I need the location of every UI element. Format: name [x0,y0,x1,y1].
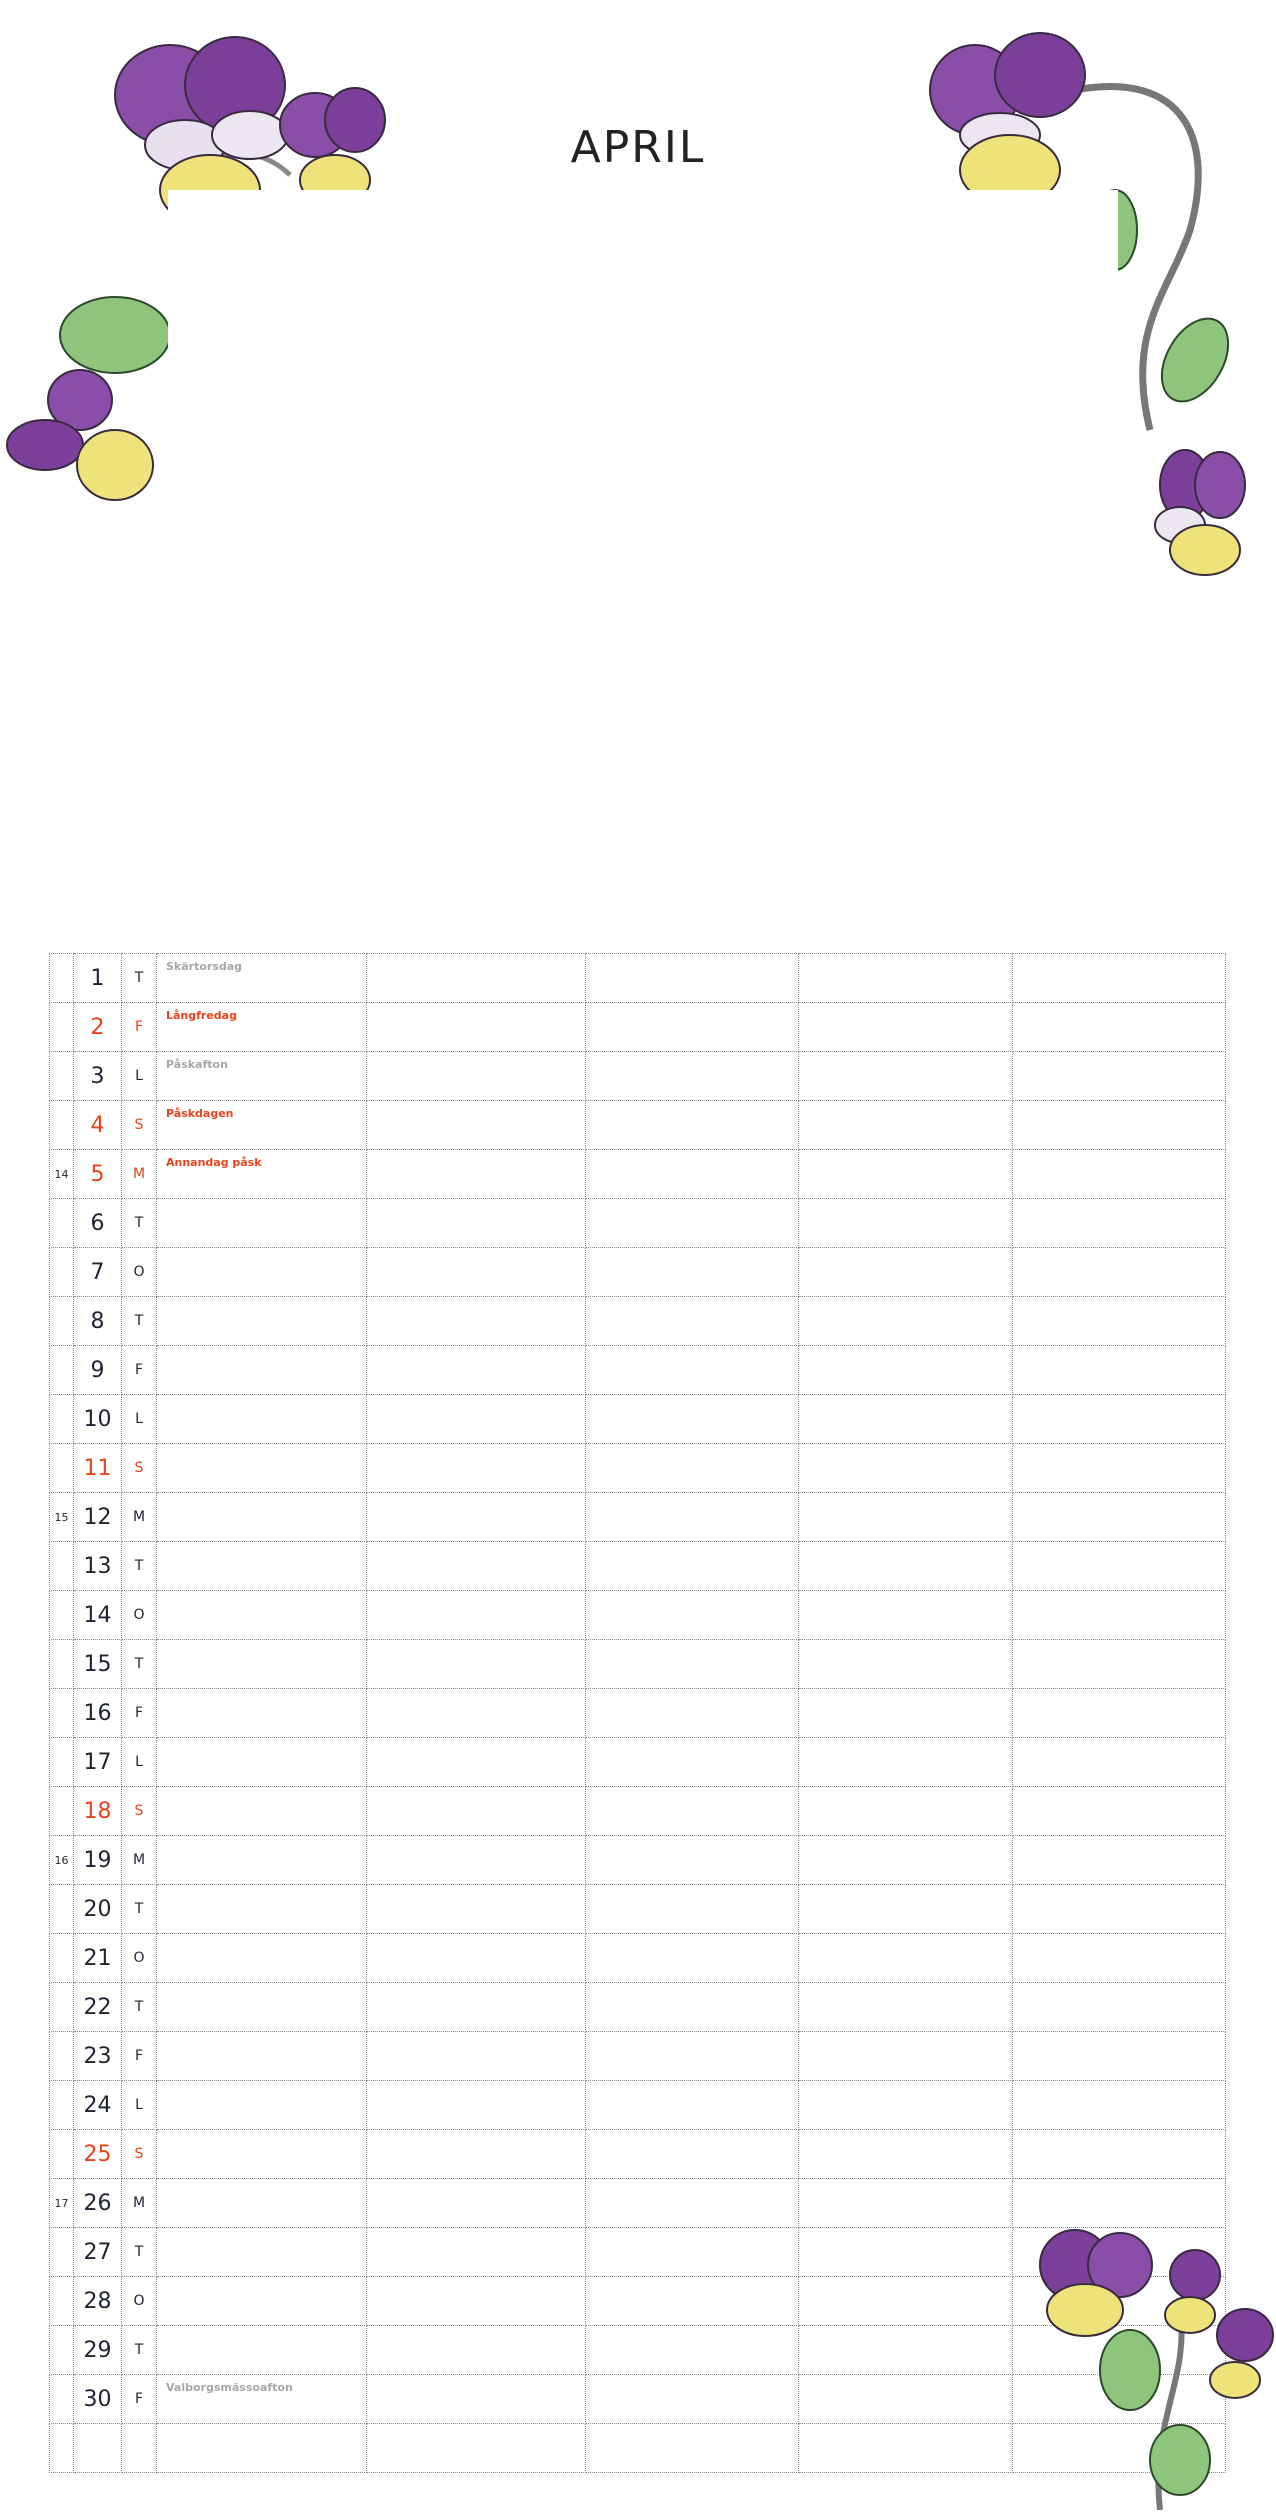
note-cell[interactable] [157,1689,367,1738]
note-cell[interactable] [799,1003,1013,1052]
weekday-letter: M [122,1836,157,1885]
calendar-row [50,1101,1226,1150]
calendar-row [50,1787,1226,1836]
note-cell[interactable] [157,2326,367,2375]
week-number [50,1395,74,1444]
note-cell[interactable] [157,2228,367,2277]
note-cell[interactable] [586,954,799,1003]
note-cell[interactable] [367,1787,586,1836]
note-cell[interactable] [157,1885,367,1934]
note-cell[interactable] [157,1395,367,1444]
note-cell[interactable] [799,2179,1013,2228]
note-cell[interactable] [367,1052,586,1101]
week-number [50,1983,74,2032]
week-number [50,1346,74,1395]
weekday-letter: M [122,1150,157,1199]
note-cell[interactable] [157,1150,367,1199]
day-number: 18 [74,1787,122,1836]
note-cell[interactable] [157,2277,367,2326]
note-cell[interactable] [586,1493,799,1542]
month-title: APRIL [570,122,706,173]
week-number: 17 [50,2179,74,2228]
week-number [50,1052,74,1101]
note-cell[interactable] [586,2032,799,2081]
week-number [50,1199,74,1248]
note-cell[interactable] [586,2179,799,2228]
note-cell[interactable] [799,2277,1013,2326]
calendar-row [50,1003,1226,1052]
weekday-letter: M [122,2179,157,2228]
calendar-row [50,1150,1226,1199]
weekday-letter: M [122,1493,157,1542]
calendar-row [50,1052,1226,1101]
weekday-letter: L [122,2081,157,2130]
note-cell[interactable] [157,2032,367,2081]
weekday-letter: F [122,2032,157,2081]
note-cell[interactable] [157,1101,367,1150]
day-number: 20 [74,1885,122,1934]
calendar-row [50,1689,1226,1738]
day-number: 24 [74,2081,122,2130]
note-cell[interactable] [799,1983,1013,2032]
note-cell[interactable] [367,1836,586,1885]
note-cell[interactable] [157,1297,367,1346]
note-cell[interactable] [157,1248,367,1297]
weekday-letter: O [122,2277,157,2326]
weekday-letter: T [122,1640,157,1689]
note-cell[interactable] [367,1101,586,1150]
day-number: 15 [74,1640,122,1689]
week-number [50,1444,74,1493]
day-number: 6 [74,1199,122,1248]
note-cell[interactable] [157,954,367,1003]
note-cell[interactable] [799,1346,1013,1395]
note-cell[interactable] [157,1493,367,1542]
day-number: 8 [74,1297,122,1346]
day-number: 12 [74,1493,122,1542]
week-number [50,954,74,1003]
note-cell[interactable] [799,2228,1013,2277]
note-cell[interactable] [1013,2130,1226,2179]
weekday-letter: T [122,1542,157,1591]
calendar-row [50,1444,1226,1493]
note-cell[interactable] [1013,1395,1226,1444]
calendar-row [50,1983,1226,2032]
note-cell[interactable] [157,1738,367,1787]
day-number: 22 [74,1983,122,2032]
note-cell[interactable] [1013,2032,1226,2081]
note-cell[interactable] [367,2375,586,2424]
note-cell[interactable] [799,2424,1013,2473]
day-number: 29 [74,2326,122,2375]
weekday-letter: T [122,1885,157,1934]
day-number: 2 [74,1003,122,1052]
note-cell[interactable] [157,1934,367,1983]
note-cell[interactable] [367,2130,586,2179]
day-number: 17 [74,1738,122,1787]
day-number: 28 [74,2277,122,2326]
week-number [50,1934,74,1983]
day-number: 4 [74,1101,122,1150]
note-cell[interactable] [367,2277,586,2326]
calendar-row [50,1199,1226,1248]
calendar-row [50,1346,1226,1395]
note-cell[interactable] [799,2081,1013,2130]
weekday-letter: F [122,1689,157,1738]
note-cell[interactable] [799,2326,1013,2375]
note-cell[interactable] [799,954,1013,1003]
calendar-row [50,1395,1226,1444]
calendar-row [50,1591,1226,1640]
weekday-letter: T [122,1199,157,1248]
note-cell[interactable] [799,1738,1013,1787]
note-cell[interactable] [157,1542,367,1591]
note-cell[interactable] [367,1395,586,1444]
note-cell[interactable] [157,1444,367,1493]
note-cell[interactable] [799,1395,1013,1444]
note-cell[interactable] [586,1934,799,1983]
calendar-row [50,1248,1226,1297]
note-cell[interactable] [586,1444,799,1493]
note-cell[interactable] [586,1591,799,1640]
note-cell[interactable] [586,1150,799,1199]
note-cell[interactable] [586,2424,799,2473]
note-cell[interactable] [157,1640,367,1689]
note-cell[interactable] [157,1003,367,1052]
note-cell[interactable] [799,1150,1013,1199]
weekday-letter: S [122,1101,157,1150]
note-cell[interactable] [367,954,586,1003]
pansy-flower-illustration-right-small [1140,445,1260,580]
blank-panel [168,190,1118,810]
week-number [50,2081,74,2130]
note-cell[interactable] [799,1885,1013,1934]
week-number [50,2032,74,2081]
week-number: 16 [50,1836,74,1885]
week-number [50,2326,74,2375]
note-cell[interactable] [1013,1493,1226,1542]
note-cell[interactable] [586,1983,799,2032]
week-number [50,1787,74,1836]
note-cell[interactable] [367,1297,586,1346]
day-number: 30 [74,2375,122,2424]
note-cell[interactable] [367,1689,586,1738]
note-cell[interactable] [586,1787,799,1836]
week-number [50,1297,74,1346]
note-cell[interactable] [367,1640,586,1689]
note-cell[interactable] [367,1591,586,1640]
note-cell[interactable] [1013,1003,1226,1052]
holiday-label: Skärtorsdag [166,960,243,973]
note-cell[interactable] [367,1738,586,1787]
note-cell[interactable] [799,1101,1013,1150]
week-number [50,1885,74,1934]
note-cell[interactable] [1013,1640,1226,1689]
note-cell[interactable] [157,1983,367,2032]
note-cell[interactable] [157,1199,367,1248]
weekday-letter: T [122,2326,157,2375]
week-number [50,2375,74,2424]
note-cell[interactable] [367,1542,586,1591]
note-cell[interactable] [1013,1199,1226,1248]
note-cell[interactable] [799,2130,1013,2179]
day-number: 19 [74,1836,122,1885]
day-number: 27 [74,2228,122,2277]
note-cell[interactable] [799,1248,1013,1297]
week-number: 14 [50,1150,74,1199]
note-cell[interactable] [799,1199,1013,1248]
note-cell[interactable] [1013,1934,1226,1983]
calendar-row [50,1493,1226,1542]
note-cell[interactable] [367,2326,586,2375]
day-number: 9 [74,1346,122,1395]
day-number: 14 [74,1591,122,1640]
note-cell[interactable] [799,1444,1013,1493]
note-cell[interactable] [586,1836,799,1885]
week-number [50,1689,74,1738]
note-cell[interactable] [1013,1248,1226,1297]
day-number: 21 [74,1934,122,1983]
note-cell[interactable] [1013,1787,1226,1836]
week-number [50,1101,74,1150]
note-cell[interactable] [586,1297,799,1346]
note-cell[interactable] [799,1640,1013,1689]
calendar-row [50,1934,1226,1983]
note-cell[interactable] [799,1934,1013,1983]
calendar-row [50,1542,1226,1591]
day-number: 25 [74,2130,122,2179]
note-cell[interactable] [586,1689,799,1738]
note-cell[interactable] [157,1787,367,1836]
note-cell[interactable] [367,1983,586,2032]
week-number: 15 [50,1493,74,1542]
day-number: 13 [74,1542,122,1591]
note-cell[interactable] [1013,1836,1226,1885]
note-cell[interactable] [586,1395,799,1444]
note-cell[interactable] [157,1836,367,1885]
week-number [50,1640,74,1689]
note-cell[interactable] [799,2375,1013,2424]
note-cell[interactable] [799,1591,1013,1640]
calendar-row [50,1885,1226,1934]
calendar-row [50,2130,1226,2179]
note-cell[interactable] [1013,1689,1226,1738]
weekday-letter: S [122,1444,157,1493]
holiday-label: Annandag påsk [166,1156,262,1169]
weekday-letter: O [122,1591,157,1640]
note-cell[interactable] [157,1346,367,1395]
note-cell[interactable] [1013,1591,1226,1640]
note-cell[interactable] [157,2130,367,2179]
note-cell[interactable] [799,1542,1013,1591]
calendar-row [50,1738,1226,1787]
calendar-row [50,1836,1226,1885]
note-cell[interactable] [1013,1738,1226,1787]
note-cell[interactable] [157,1052,367,1101]
note-cell[interactable] [1013,1983,1226,2032]
note-cell[interactable] [586,1640,799,1689]
calendar-row [50,1297,1226,1346]
note-cell[interactable] [799,2032,1013,2081]
note-cell[interactable] [586,2081,799,2130]
weekday-letter: F [122,2375,157,2424]
note-cell[interactable] [1013,1444,1226,1493]
note-cell[interactable] [367,1003,586,1052]
note-cell[interactable] [1013,1542,1226,1591]
weekday-letter: S [122,2130,157,2179]
note-cell[interactable] [586,2277,799,2326]
day-number: 5 [74,1150,122,1199]
weekday-letter: T [122,954,157,1003]
note-cell[interactable] [157,2424,367,2473]
note-cell[interactable] [1013,1297,1226,1346]
note-cell[interactable] [799,1052,1013,1101]
weekday-letter: T [122,1983,157,2032]
note-cell[interactable] [157,1591,367,1640]
calendar-row [50,2081,1226,2130]
day-number: 11 [74,1444,122,1493]
week-number [50,1003,74,1052]
note-cell[interactable] [586,1885,799,1934]
week-number [50,2228,74,2277]
note-cell[interactable] [1013,1101,1226,1150]
note-cell[interactable] [586,1542,799,1591]
day-number: 7 [74,1248,122,1297]
note-cell[interactable] [367,1346,586,1395]
day-number: 16 [74,1689,122,1738]
note-cell[interactable] [367,2228,586,2277]
note-cell[interactable] [367,1444,586,1493]
week-number [50,2130,74,2179]
pansy-flower-illustration-bottom-right [1030,2220,1276,2510]
note-cell[interactable] [367,2032,586,2081]
calendar-row [50,954,1226,1003]
calendar-row [50,1640,1226,1689]
weekday-letter [122,2424,157,2473]
weekday-letter: O [122,1248,157,1297]
note-cell[interactable] [1013,954,1226,1003]
note-cell[interactable] [586,1248,799,1297]
note-cell[interactable] [157,2179,367,2228]
note-cell[interactable] [1013,1346,1226,1395]
weekday-letter: L [122,1395,157,1444]
note-cell[interactable] [586,1052,799,1101]
day-number: 23 [74,2032,122,2081]
week-number [50,1738,74,1787]
holiday-label: Långfredag [166,1009,237,1022]
day-number: 10 [74,1395,122,1444]
week-number [50,1248,74,1297]
note-cell[interactable] [1013,2081,1226,2130]
weekday-letter: T [122,1297,157,1346]
note-cell[interactable] [367,2424,586,2473]
note-cell[interactable] [586,1101,799,1150]
note-cell[interactable] [1013,1150,1226,1199]
weekday-letter: T [122,2228,157,2277]
note-cell[interactable] [367,1934,586,1983]
weekday-letter: F [122,1346,157,1395]
note-cell[interactable] [157,2375,367,2424]
note-cell[interactable] [367,1199,586,1248]
holiday-label: Påskafton [166,1058,228,1071]
holiday-label: Påskdagen [166,1107,234,1120]
week-number [50,2277,74,2326]
note-cell[interactable] [586,2326,799,2375]
week-number [50,1591,74,1640]
weekday-letter: O [122,1934,157,1983]
note-cell[interactable] [586,1199,799,1248]
note-cell[interactable] [586,2375,799,2424]
weekday-letter: S [122,1787,157,1836]
note-cell[interactable] [586,1346,799,1395]
note-cell[interactable] [157,2081,367,2130]
day-number: 1 [74,954,122,1003]
pansy-flower-illustration-mid-left [5,290,175,510]
note-cell[interactable] [586,2228,799,2277]
note-cell[interactable] [367,1493,586,1542]
calendar-row [50,2032,1226,2081]
week-number [50,1542,74,1591]
weekday-letter: L [122,1052,157,1101]
day-number: 3 [74,1052,122,1101]
note-cell[interactable] [799,1689,1013,1738]
note-cell[interactable] [586,1738,799,1787]
holiday-label: Valborgsmässoafton [166,2381,293,2394]
note-cell[interactable] [1013,1052,1226,1101]
weekday-letter: F [122,1003,157,1052]
note-cell[interactable] [799,1297,1013,1346]
note-cell[interactable] [586,2130,799,2179]
day-number [74,2424,122,2473]
note-cell[interactable] [367,2179,586,2228]
note-cell[interactable] [799,1836,1013,1885]
note-cell[interactable] [367,1885,586,1934]
note-cell[interactable] [367,2081,586,2130]
note-cell[interactable] [799,1787,1013,1836]
note-cell[interactable] [1013,1885,1226,1934]
day-number: 26 [74,2179,122,2228]
note-cell[interactable] [367,1248,586,1297]
weekday-letter: L [122,1738,157,1787]
note-cell[interactable] [586,1003,799,1052]
note-cell[interactable] [799,1493,1013,1542]
week-number [50,2424,74,2473]
note-cell[interactable] [367,1150,586,1199]
